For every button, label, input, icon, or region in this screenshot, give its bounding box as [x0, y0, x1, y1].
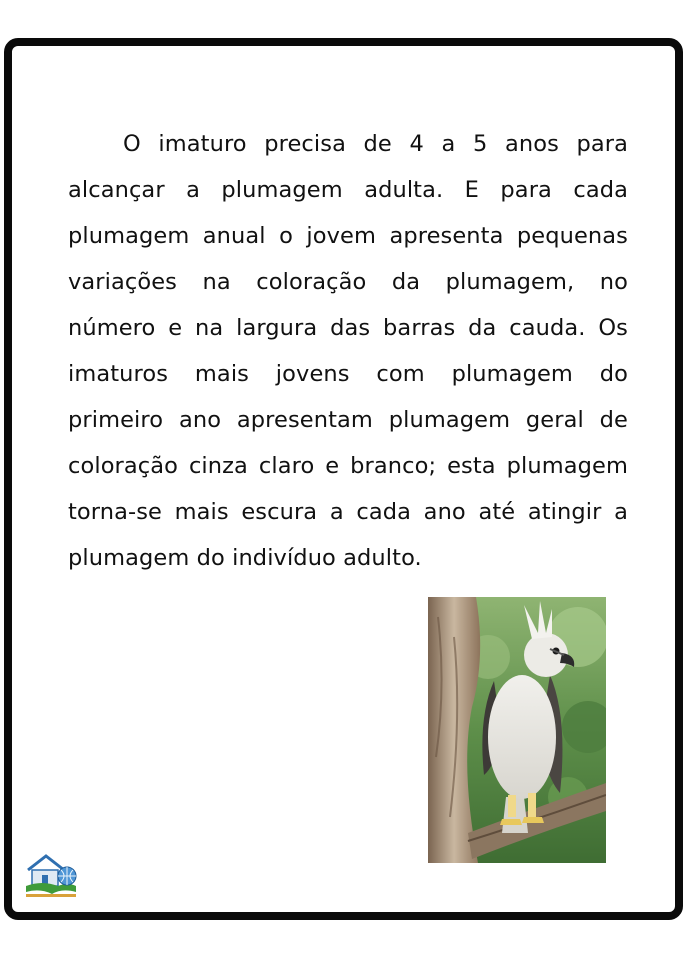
- body-paragraph: O imaturo precisa de 4 a 5 anos para alcançar a plumagem adulta. E para cada plumagem anual o jovem apresenta pequenas variações na coloração da plumagem, no número e na largura das barras da cauda. Os imaturos mais jovens com plumagem do primeiro ano apresentam plumagem geral de coloração cinza claro e branco; esta plumagem torna-se mais escura a cada ano até atingir a plumagem do indivíduo adulto.: [68, 131, 628, 571]
- harpy-eagle-photo: [428, 597, 606, 863]
- house-book-globe-logo: [22, 850, 80, 900]
